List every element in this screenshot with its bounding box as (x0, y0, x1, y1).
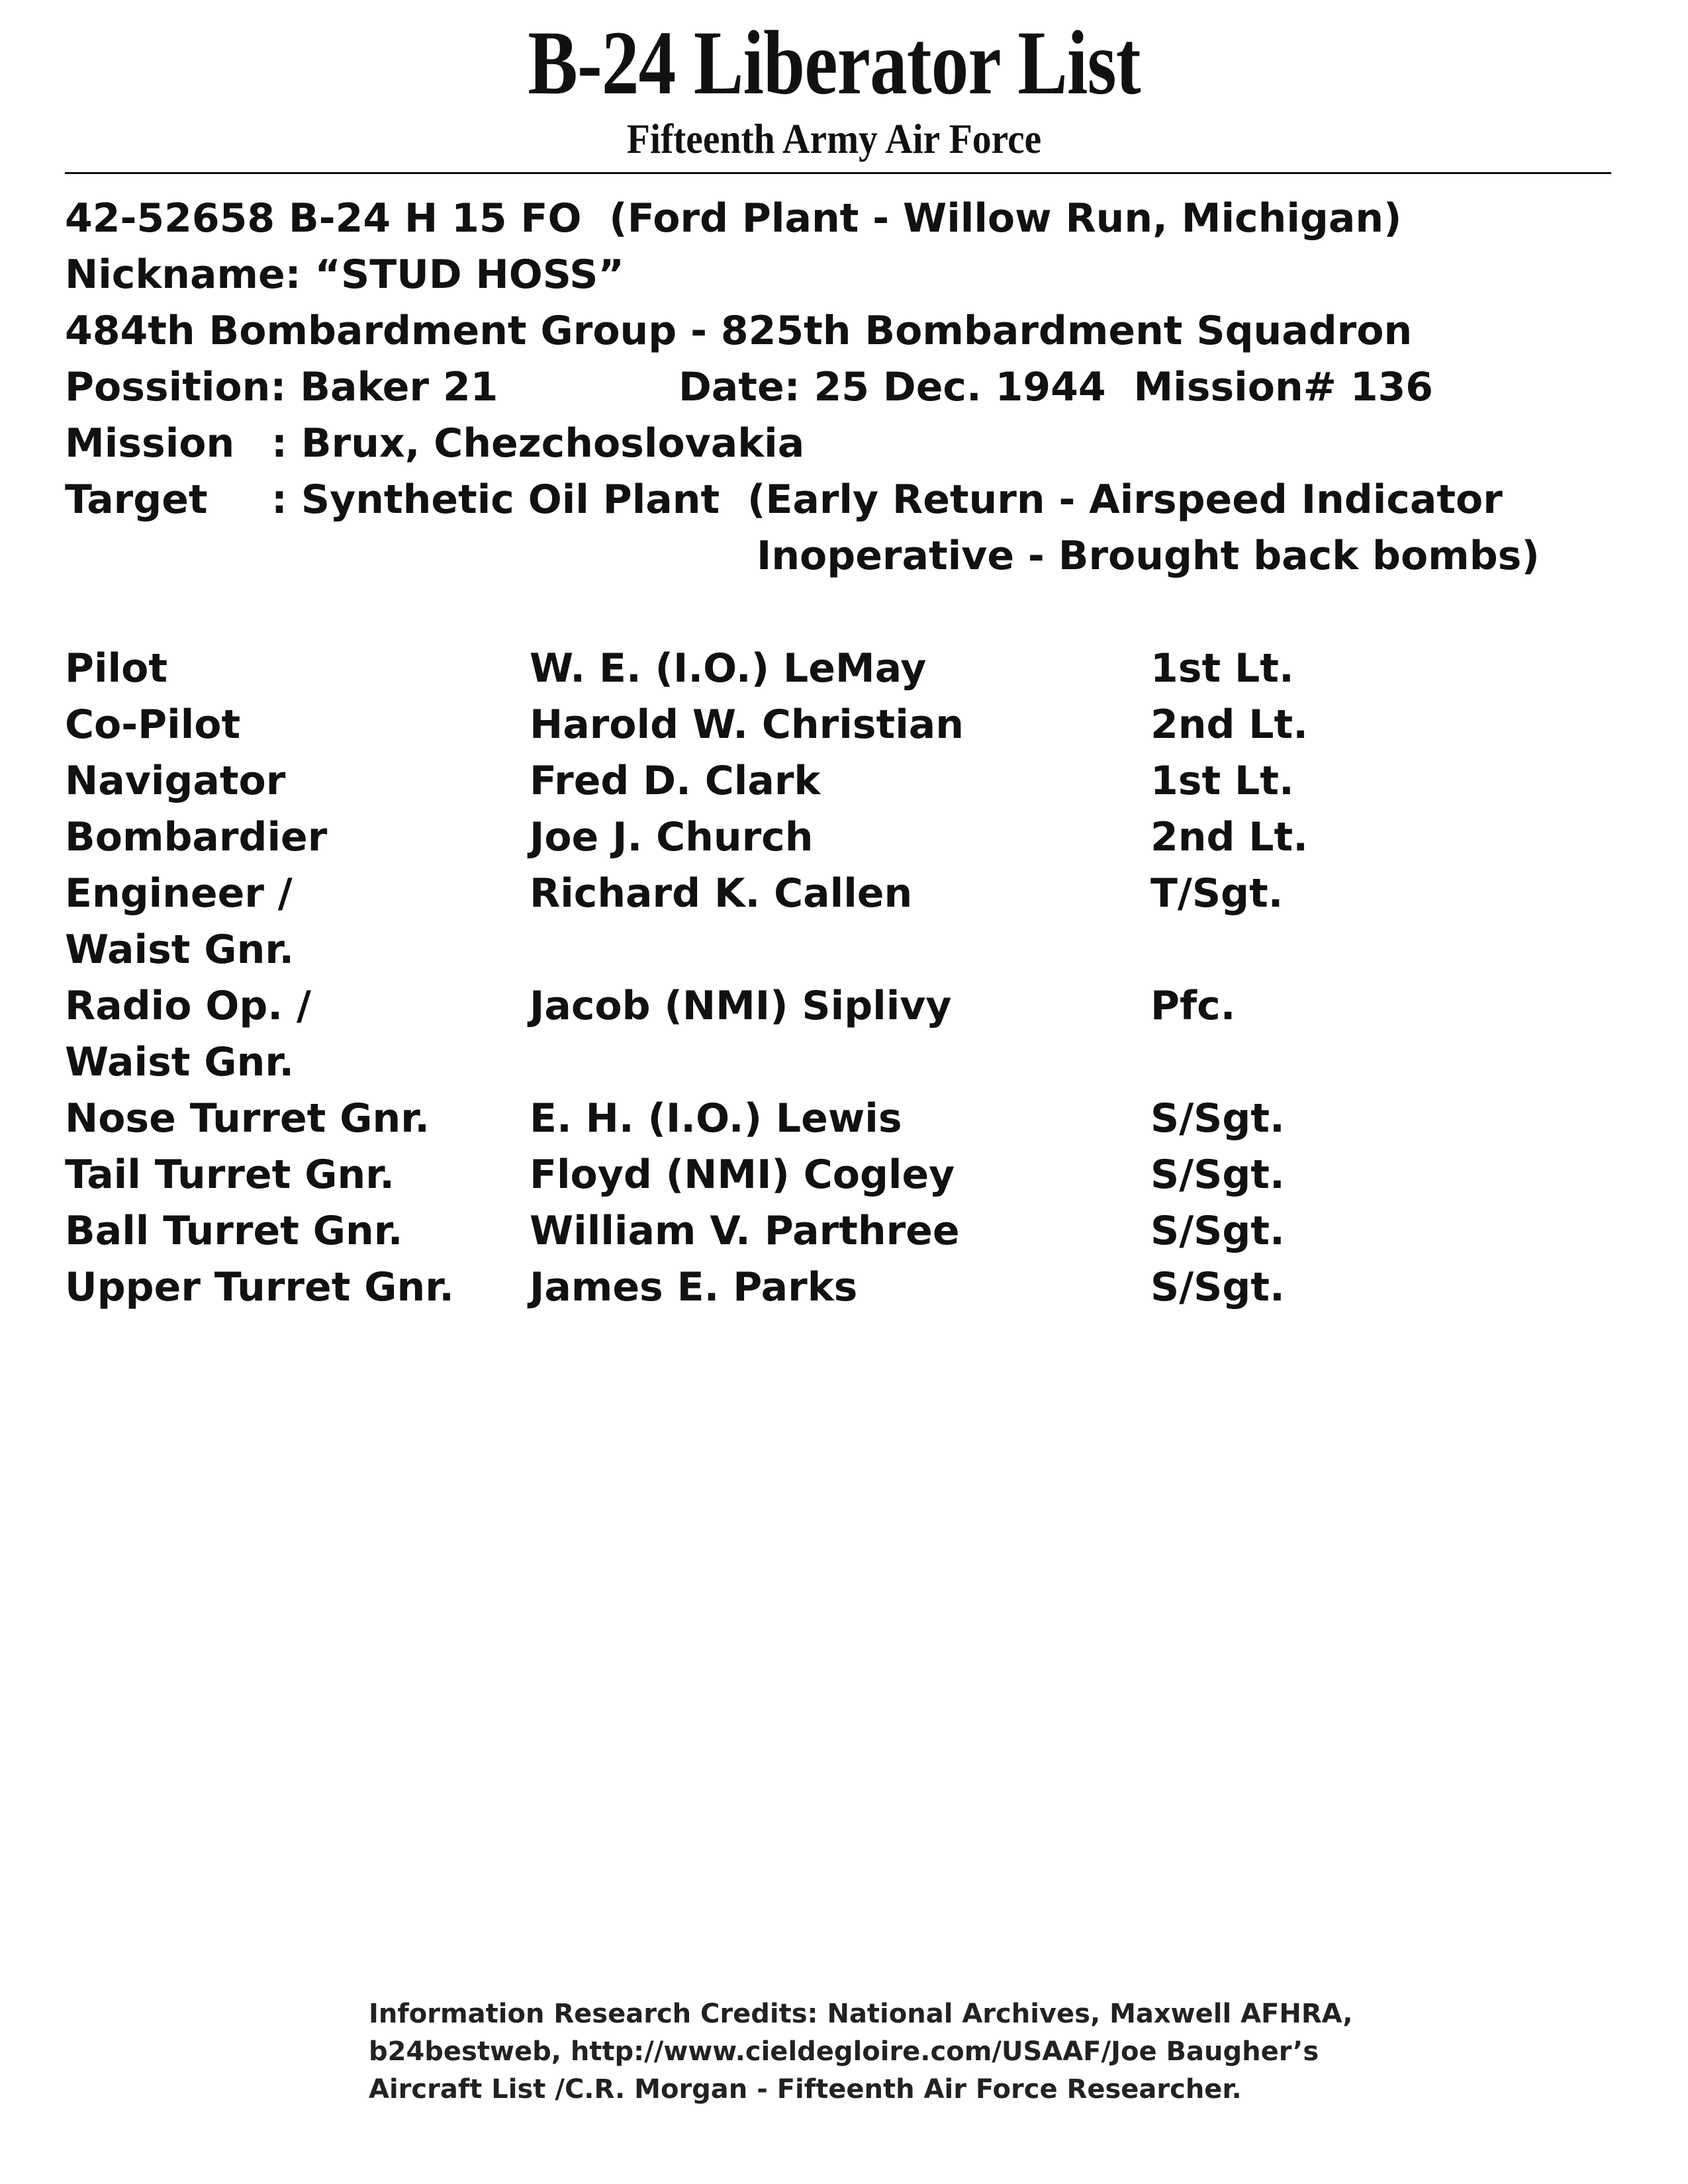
page-subtitle: Fifteenth Army Air Force (626, 115, 1042, 162)
crew-rank: 1st Lt. (1150, 645, 1294, 692)
crew-name: Joe J. Church (530, 814, 814, 860)
crew-rank: 2nd Lt. (1150, 702, 1309, 748)
crew-rank: S/Sgt. (1150, 1208, 1285, 1254)
crew-role: Ball Turret Gnr. (65, 1208, 403, 1254)
unit-line: 484th Bombardment Group - 825th Bombardment Squadron (65, 308, 1413, 354)
page-title: B-24 Liberator List (528, 12, 1141, 113)
crew-name: James E. Parks (530, 1264, 858, 1310)
crew-rank: 1st Lt. (1150, 758, 1294, 804)
crew-rank: S/Sgt. (1150, 1095, 1285, 1142)
crew-name: William V. Parthree (530, 1208, 960, 1254)
crew-name: E. H. (I.O.) Lewis (530, 1095, 902, 1142)
crew-rank: 2nd Lt. (1150, 814, 1309, 860)
crew-role: Tail Turret Gnr. (65, 1152, 395, 1198)
crew-role-continued: Waist Gnr. (65, 927, 295, 973)
mission-label: Mission (65, 420, 235, 467)
crew-role: Pilot (65, 645, 168, 692)
crew-role: Nose Turret Gnr. (65, 1095, 430, 1142)
mission-value: : Brux, Chezchoslovakia (271, 420, 805, 467)
credits-line: b24bestweb, http://www.cieldegloire.com/USAAF/Joe Baugher’s (369, 2036, 1319, 2067)
header-divider (65, 172, 1611, 174)
research-credits (369, 1995, 1428, 2109)
crew-role-continued: Waist Gnr. (65, 1039, 295, 1085)
crew-role: Co-Pilot (65, 702, 241, 748)
crew-rank: Pfc. (1150, 983, 1236, 1029)
crew-name: Harold W. Christian (530, 702, 964, 748)
crew-role: Upper Turret Gnr. (65, 1264, 455, 1310)
date-mission: Date: 25 Dec. 1944 Mission# 136 (679, 364, 1434, 410)
crew-rank: T/Sgt. (1150, 870, 1284, 917)
nickname-line: Nickname: “STUD HOSS” (65, 251, 624, 298)
target-value-continued: Inoperative - Brought back bombs) (757, 533, 1540, 579)
crew-role: Engineer / (65, 870, 293, 917)
credits-line: Information Research Credits: National Archives, Maxwell AFHRA, (369, 1999, 1353, 2029)
serial-line: 42-52658 B-24 H 15 FO (Ford Plant - Willow Run, Michigan) (65, 195, 1402, 242)
target-label: Target (65, 477, 208, 523)
crew-role: Bombardier (65, 814, 328, 860)
crew-rank: S/Sgt. (1150, 1152, 1285, 1198)
crew-rank: S/Sgt. (1150, 1264, 1285, 1310)
crew-role: Navigator (65, 758, 286, 804)
crew-name: Richard K. Callen (530, 870, 913, 917)
crew-name: Jacob (NMI) Siplivy (530, 983, 952, 1029)
crew-name: Fred D. Clark (530, 758, 821, 804)
crew-name: Floyd (NMI) Cogley (530, 1152, 955, 1198)
crew-role: Radio Op. / (65, 983, 311, 1029)
target-value: : Synthetic Oil Plant (Early Return - Airspeed Indicator (271, 477, 1503, 523)
crew-name: W. E. (I.O.) LeMay (530, 645, 927, 692)
credits-line: Aircraft List /C.R. Morgan - Fifteenth Air Force Researcher. (369, 2074, 1242, 2105)
position-label: Possition: Baker 21 (65, 364, 498, 410)
